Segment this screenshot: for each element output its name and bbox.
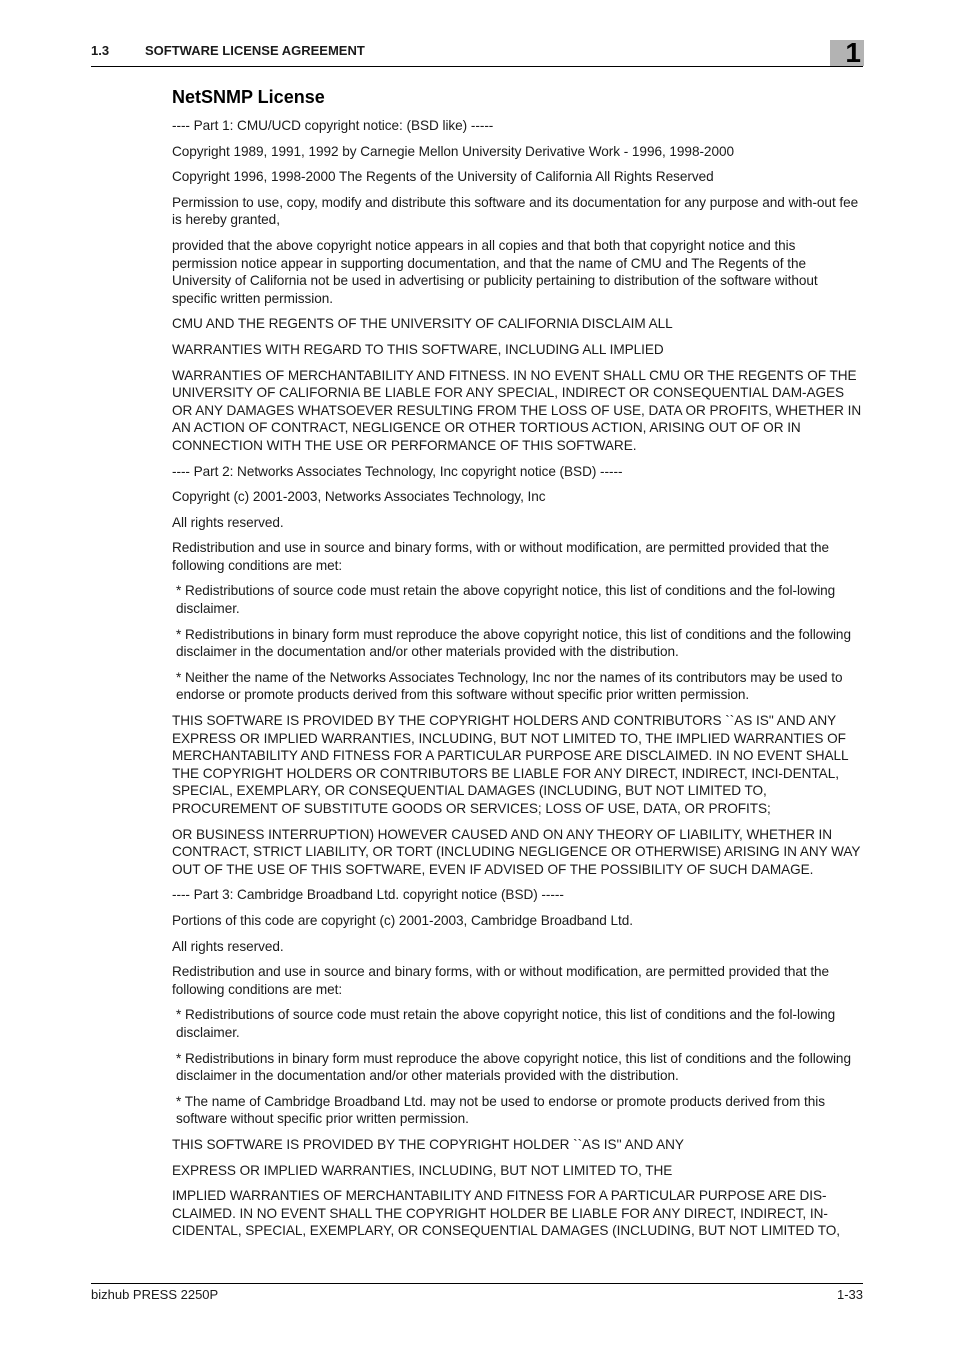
paragraph: WARRANTIES WITH REGARD TO THIS SOFTWARE, INCLUDING ALL IMPLIED bbox=[172, 341, 664, 357]
paragraph: ---- Part 1: CMU/UCD copyright notice: (BSD like) ----- bbox=[172, 118, 494, 133]
paragraph-list bbox=[172, 117, 864, 1240]
paragraph: WARRANTIES OF MERCHANTABILITY AND FITNESS. IN NO EVENT SHALL CMU OR THE REGENTS OF THE UNIVERSITY OF CALIFORNIA BE LIABLE FOR ANY SPECIAL, INDIRECT OR CONSEQUENTIAL DAM-AGES OR ANY DAMAGES WHATSOEVER RESULTING FROM THE LOSS OF USE, DATA OR PROFITS, WHETHER IN AN ACTION OF CONTRACT, NEGLIGENCE OR OTHER TORTIOUS ACTION, ARISING OUT OF OR IN CONNECTION WITH THE USE OR PERFORMANCE OF THIS SOFTWARE. bbox=[172, 367, 862, 453]
paragraph: Portions of this code are copyright (c) 2001-2003, Cambridge Broadband Ltd. bbox=[172, 912, 633, 928]
section-number: 1.3 bbox=[91, 43, 110, 58]
paragraph: All rights reserved. bbox=[172, 514, 284, 530]
bullet-paragraph: * Neither the name of the Networks Associates Technology, Inc nor the names of its contributors may be used to endorse or promote products derived from this software without specific prior written permission. bbox=[176, 669, 843, 703]
paragraph: CMU AND THE REGENTS OF THE UNIVERSITY OF CALIFORNIA DISCLAIM ALL bbox=[172, 316, 673, 332]
paragraph: Redistribution and use in source and binary forms, with or without modification, are permitted provided that the following conditions are met: bbox=[172, 540, 830, 573]
chapter-number: 1 bbox=[845, 37, 861, 68]
paragraph: OR BUSINESS INTERRUPTION) HOWEVER CAUSED AND ON ANY THEORY OF LIABILITY, WHETHER IN CONTRACT, STRICT LIABILITY, OR TORT (INCLUDING NEGLIGENCE OR OTHERWISE) ARISING IN ANY WAY OUT OF THE USE OF THIS SOFTWARE, EVEN IF ADVISED OF THE POSSIBILITY OF SUCH DAMAGE. bbox=[172, 826, 861, 877]
chapter-tab bbox=[830, 37, 864, 68]
paragraph: Redistribution and use in source and binary forms, with or without modification, are permitted provided that the following conditions are met: bbox=[172, 964, 830, 997]
paragraph: Copyright 1989, 1991, 1992 by Carnegie Mellon University Derivative Work - 1996, 1998-2000 bbox=[172, 143, 734, 159]
paragraph: THIS SOFTWARE IS PROVIDED BY THE COPYRIGHT HOLDERS AND CONTRIBUTORS ``AS IS'' AND ANY EXPRESS OR IMPLIED WARRANTIES, INCLUDING, BUT NOT LIMITED TO, THE IMPLIED WARRANTIES OF MERCHANTABILITY AND FITNESS FOR A PARTICULAR PURPOSE ARE DISCLAIMED. IN NO EVENT SHALL THE COPYRIGHT HOLDERS OR CONTRIBUTORS BE LIABLE FOR ANY DIRECT, INDIRECT, INCI-DENTAL, SPECIAL, EXEMPLARY, OR CONSEQUENTIAL DAMAGES (INCLUDING, BUT NOT LIMITED TO, PROCUREMENT OF SUBSTITUTE GOODS OR SERVICES; LOSS OF USE, DATA, OR PROFITS; bbox=[172, 713, 849, 816]
paragraph: IMPLIED WARRANTIES OF MERCHANTABILITY AND FITNESS FOR A PARTICULAR PURPOSE ARE DIS-CLAIMED. IN NO EVENT SHALL THE COPYRIGHT HOLDER BE LIABLE FOR ANY DIRECT, INDIRECT, IN-CIDENTAL, SPECIAL, EXEMPLARY, OR CONSEQUENTIAL DAMAGES (INCLUDING, BUT NOT LIMITED TO, bbox=[172, 1188, 840, 1239]
paragraph: Copyright 1996, 1998-2000 The Regents of the University of California All Rights Reserved bbox=[172, 169, 714, 185]
bullet-paragraph: * Redistributions of source code must retain the above copyright notice, this list of conditions and the fol-lowing disclaimer. bbox=[176, 1007, 836, 1040]
page-footer bbox=[91, 1283, 863, 1314]
paragraph: THIS SOFTWARE IS PROVIDED BY THE COPYRIGHT HOLDER ``AS IS'' AND ANY bbox=[172, 1136, 684, 1152]
page-number: 1-33 bbox=[836, 1287, 863, 1302]
bullet-paragraph: * The name of Cambridge Broadband Ltd. may not be used to endorse or promote products derived from this software without specific prior written permission. bbox=[176, 1093, 825, 1127]
paragraph: provided that the above copyright notice appears in all copies and that both that copyright notice and this permission notice appear in supporting documentation, and that the name of CMU and The Regents of the University of California not be used in advertising or publicity pertaining to distribution of the software without specific written permission. bbox=[172, 237, 818, 306]
bullet-paragraph: * Redistributions in binary form must reproduce the above copyright notice, this list of conditions and the following disclaimer in the documentation and/or other materials provided with the distribution. bbox=[176, 626, 851, 660]
license-content bbox=[172, 86, 864, 1248]
paragraph: Copyright (c) 2001-2003, Networks Associates Technology, Inc bbox=[172, 489, 546, 505]
paragraph: Permission to use, copy, modify and distribute this software and its documentation for any purpose and with-out fee is hereby granted, bbox=[172, 194, 859, 228]
bullet-paragraph: * Redistributions in binary form must reproduce the above copyright notice, this list of conditions and the following disclaimer in the documentation and/or other materials provided with the distribution. bbox=[176, 1050, 851, 1084]
page-header bbox=[91, 37, 863, 68]
paragraph: ---- Part 2: Networks Associates Technology, Inc copyright notice (BSD) ----- bbox=[172, 463, 623, 479]
page-title: NetSNMP License bbox=[172, 87, 325, 107]
paragraph: ---- Part 3: Cambridge Broadband Ltd. copyright notice (BSD) ----- bbox=[172, 887, 564, 903]
paragraph: EXPRESS OR IMPLIED WARRANTIES, INCLUDING, BUT NOT LIMITED TO, THE bbox=[172, 1162, 673, 1178]
bullet-paragraph: * Redistributions of source code must retain the above copyright notice, this list of conditions and the fol-lowing disclaimer. bbox=[176, 583, 836, 617]
paragraph: All rights reserved. bbox=[172, 938, 284, 954]
product-name: bizhub PRESS 2250P bbox=[91, 1287, 219, 1302]
section-title: SOFTWARE LICENSE AGREEMENT bbox=[145, 43, 365, 58]
